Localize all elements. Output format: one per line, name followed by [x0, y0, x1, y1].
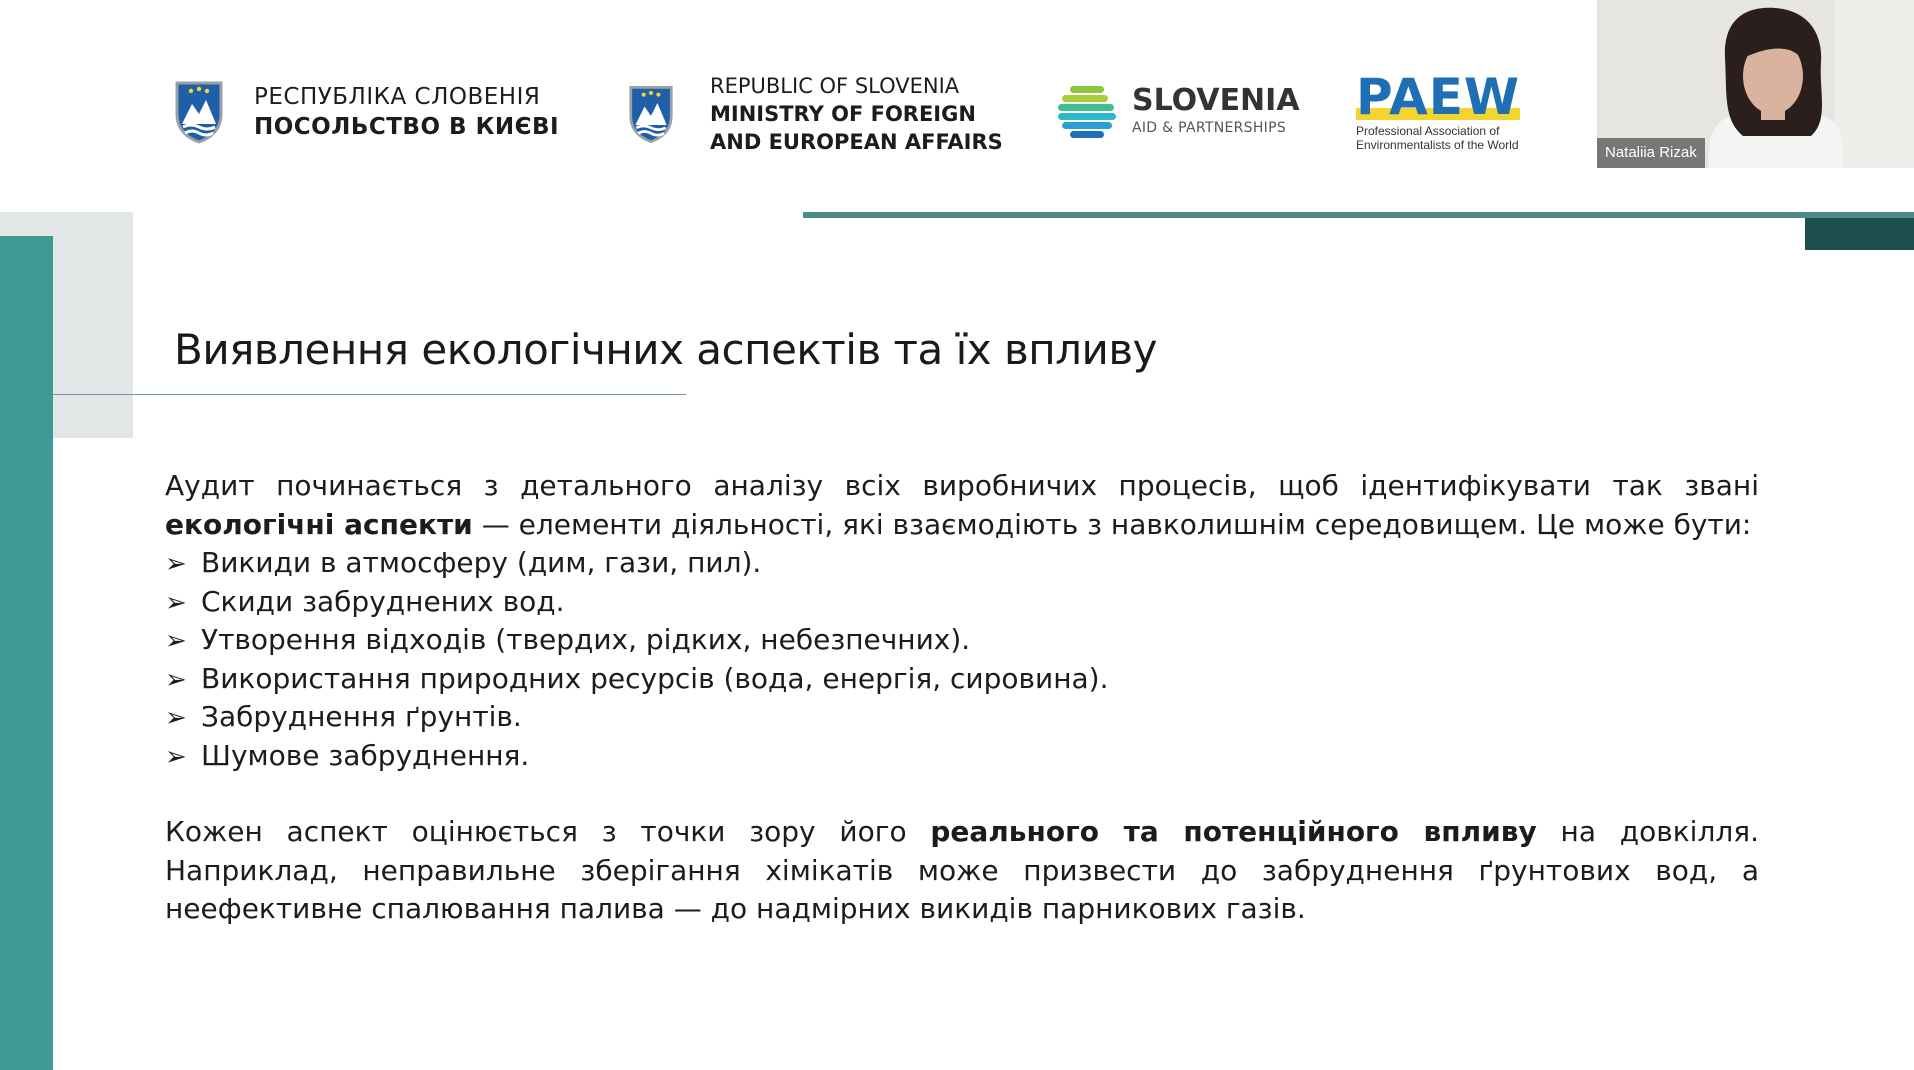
intro-text-bold: екологічні аспекти	[165, 507, 473, 541]
arrow-bullet-icon: ➢	[165, 587, 187, 618]
slovenia-aid-text	[1132, 84, 1300, 138]
intro-text-part1: Аудит починається з детального аналізу всіх виробничих процесів, щоб ідентифікувати так звані	[165, 469, 1759, 502]
list-item-text: Скиди забруднених вод.	[201, 584, 565, 618]
slovenia-aid-subtitle: AID & PARTNERSHIPS	[1132, 120, 1287, 136]
list-item-text: Забруднення ґрунтів.	[201, 700, 522, 733]
paew-subtitle	[1356, 124, 1546, 152]
embassy-line2: ПОСОЛЬСТВО В КИЄВІ	[254, 114, 560, 140]
paew-subtitle-line2: Environmentalists of the World	[1356, 138, 1519, 152]
list-item	[165, 660, 1759, 699]
conclusion-paragraph	[165, 813, 1759, 929]
list-item-text: Утворення відходів (твердих, рідких, небезпечних).	[201, 623, 971, 656]
paew-subtitle-line1: Professional Association of	[1356, 124, 1500, 138]
title-underline	[53, 394, 686, 395]
paew-wordmark	[1356, 68, 1521, 126]
embassy-text	[254, 82, 559, 142]
intro-text-part2: — елементи діяльності, які взаємодіють з навколишнім середовищем. Це може бути:	[472, 507, 1752, 541]
ministry-logo	[628, 72, 1003, 156]
decor-top-line	[803, 212, 1914, 218]
list-item	[165, 737, 1759, 776]
list-item	[165, 621, 1759, 660]
participant-video-tile[interactable]	[1597, 0, 1914, 168]
participant-name-tag: Nataliia Rizak	[1597, 138, 1705, 168]
slovenia-aid-globe-icon	[1056, 80, 1118, 142]
embassy-line1: РЕСПУБЛІКА СЛОВЕНІЯ	[254, 84, 541, 110]
paew-word: PAEW	[1356, 68, 1521, 126]
list-item-text: Шумове забруднення.	[201, 738, 530, 772]
slovenia-coat-of-arms-icon	[628, 84, 674, 144]
conclusion-text-part2: на довкілля. Наприклад, неправильне зберігання хімікатів може призвести до забруднення ґрунтових вод, а неефективне спалювання палива — до надмірних викидів парникових газів.	[165, 815, 1759, 925]
decor-teal-sidebar	[0, 236, 53, 1070]
slide-body	[165, 467, 1759, 929]
list-item	[165, 698, 1759, 737]
conclusion-text-bold: реального та потенційного впливу	[930, 815, 1537, 848]
list-item-text: Викиди в атмосферу (дим, гази, пил).	[201, 546, 762, 579]
arrow-bullet-icon: ➢	[165, 549, 187, 579]
arrow-bullet-icon: ➢	[165, 626, 187, 656]
ministry-line3: AND EUROPEAN AFFAIRS	[710, 130, 1003, 154]
slovenia-coat-of-arms-icon	[174, 80, 224, 144]
ministry-text	[710, 72, 1003, 156]
ministry-line1: REPUBLIC OF SLOVENIA	[710, 74, 960, 98]
slovenia-aid-title: SLOVENIA	[1132, 83, 1300, 118]
arrow-bullet-icon: ➢	[165, 703, 187, 733]
ministry-line2: MINISTRY OF FOREIGN	[710, 102, 976, 126]
list-item	[165, 544, 1759, 583]
arrow-bullet-icon: ➢	[165, 664, 187, 695]
conclusion-text-part1: Кожен аспект оцінюється з точки зору його	[165, 815, 931, 848]
aspects-list	[165, 544, 1759, 775]
decor-dark-block	[1805, 218, 1914, 250]
list-item	[165, 583, 1759, 622]
intro-paragraph	[165, 467, 1759, 544]
paew-logo	[1356, 68, 1546, 152]
arrow-bullet-icon: ➢	[165, 741, 187, 772]
list-item-text: Використання природних ресурсів (вода, енергія, сировина).	[201, 661, 1109, 695]
embassy-logo	[174, 80, 559, 144]
slide-title: Виявлення екологічних аспектів та їх впливу	[174, 325, 1157, 374]
slovenia-aid-logo	[1056, 80, 1300, 142]
